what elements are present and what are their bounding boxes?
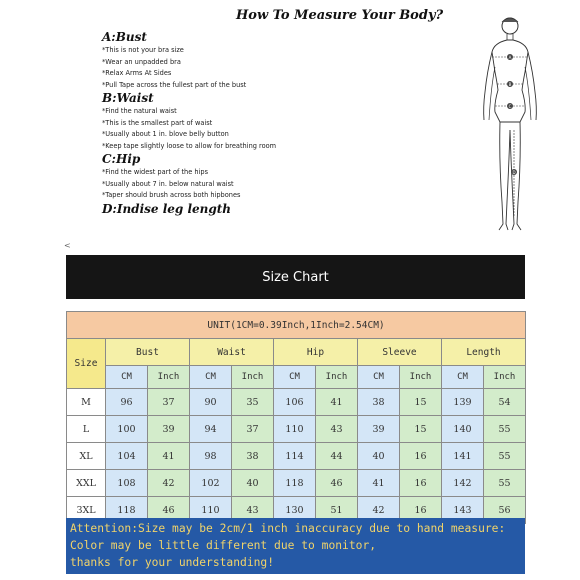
inch-value-cell: 15 — [400, 416, 442, 443]
group-header-hip: Hip — [274, 339, 358, 366]
unit-header-inch: Inch — [148, 366, 190, 389]
marker-waist — [507, 81, 513, 87]
inch-value-cell: 55 — [484, 443, 526, 470]
group-header-waist: Waist — [190, 339, 274, 366]
section-title: B:Waist — [102, 91, 154, 105]
marker-leg — [511, 169, 517, 175]
table-row — [67, 416, 526, 443]
small-arrow-mark: < — [64, 241, 71, 250]
body-figure-illustration — [470, 12, 550, 237]
size-label-cell: 3XL — [67, 497, 106, 524]
inch-value-cell: 41 — [148, 443, 190, 470]
inch-value-cell: 15 — [400, 389, 442, 416]
inch-value-cell: 35 — [232, 389, 274, 416]
inch-value-cell: 46 — [316, 470, 358, 497]
instruction-bullet: *This is the smallest part of waist — [102, 118, 213, 127]
measure-instructions — [102, 30, 402, 217]
inch-value-cell: 42 — [148, 470, 190, 497]
size-label-cell: XXL — [67, 470, 106, 497]
page-heading: How To Measure Your Body? — [236, 8, 444, 23]
table-row — [67, 470, 526, 497]
unit-header-cm: CM — [190, 366, 232, 389]
group-header-length: Length — [442, 339, 526, 366]
size-label-cell: XL — [67, 443, 106, 470]
svg-text:D: D — [512, 170, 516, 175]
cm-value-cell: 38 — [358, 389, 400, 416]
banner-title: Size Chart — [262, 269, 329, 285]
inch-value-cell: 38 — [232, 443, 274, 470]
instruction-bullet: *Find the natural waist — [102, 107, 177, 115]
inch-value-cell: 44 — [316, 443, 358, 470]
unit-header-cm: CM — [442, 366, 484, 389]
marker-hip — [507, 103, 513, 109]
cm-value-cell: 139 — [442, 389, 484, 416]
unit-header-inch: Inch — [232, 366, 274, 389]
instruction-bullet: *Keep tape slightly loose to allow for breathing room — [102, 141, 277, 150]
cm-value-cell: 130 — [274, 497, 316, 524]
unit-header-inch: Inch — [316, 366, 358, 389]
inch-value-cell: 37 — [148, 389, 190, 416]
unit-header-cm: CM — [106, 366, 148, 389]
instruction-bullet: *Taper should brush across both hipbones — [102, 191, 241, 199]
inch-value-cell: 37 — [232, 416, 274, 443]
group-header-sleeve: Sleeve — [358, 339, 442, 366]
cm-value-cell: 100 — [106, 416, 148, 443]
cm-value-cell: 118 — [274, 470, 316, 497]
section-title: C:Hip — [102, 152, 141, 166]
inch-value-cell: 40 — [232, 470, 274, 497]
cm-value-cell: 94 — [190, 416, 232, 443]
cm-value-cell: 42 — [358, 497, 400, 524]
table-row — [67, 389, 526, 416]
cm-value-cell: 141 — [442, 443, 484, 470]
note-line: Attention:Size may be 2cm/1 inch inaccuracy due to hand measure: — [70, 522, 506, 535]
inch-value-cell: 46 — [148, 497, 190, 524]
cm-value-cell: 104 — [106, 443, 148, 470]
cm-value-cell: 143 — [442, 497, 484, 524]
inch-value-cell: 16 — [400, 497, 442, 524]
size-column-header: Size — [67, 339, 106, 389]
inch-value-cell: 55 — [484, 416, 526, 443]
section-title: A:Bust — [102, 30, 147, 44]
cm-value-cell: 41 — [358, 470, 400, 497]
unit-header-cm: CM — [274, 366, 316, 389]
cm-value-cell: 118 — [106, 497, 148, 524]
instruction-bullet: *Relax Arms At Sides — [102, 69, 172, 77]
instruction-bullet: *This is not your bra size — [102, 46, 184, 54]
marker-bust — [507, 54, 513, 60]
cm-value-cell: 114 — [274, 443, 316, 470]
inch-value-cell: 54 — [484, 389, 526, 416]
inch-value-cell: 43 — [316, 416, 358, 443]
inch-value-cell: 41 — [316, 389, 358, 416]
cm-value-cell: 142 — [442, 470, 484, 497]
inch-value-cell: 43 — [232, 497, 274, 524]
inch-value-cell: 55 — [484, 470, 526, 497]
size-chart-banner — [66, 255, 525, 299]
cm-value-cell: 106 — [274, 389, 316, 416]
instruction-bullet: *Usually about 7 in. below natural waist — [102, 179, 234, 188]
cm-value-cell: 96 — [106, 389, 148, 416]
attention-note — [66, 518, 525, 574]
note-line: thanks for your understanding! — [70, 556, 275, 569]
unit-row — [67, 312, 526, 339]
inch-value-cell: 16 — [400, 443, 442, 470]
instruction-bullet: *Find the widest part of the hips — [102, 168, 209, 176]
size-label-cell: M — [67, 389, 106, 416]
svg-text:B: B — [508, 82, 512, 87]
inch-value-cell: 51 — [316, 497, 358, 524]
inch-value-cell: 56 — [484, 497, 526, 524]
cm-value-cell: 110 — [190, 497, 232, 524]
cm-value-cell: 102 — [190, 470, 232, 497]
unit-note: UNIT(1CM=0.39Inch,1Inch=2.54CM) — [67, 312, 526, 339]
unit-header-row — [67, 366, 526, 389]
cm-value-cell: 90 — [190, 389, 232, 416]
cm-value-cell: 39 — [358, 416, 400, 443]
size-label-cell: L — [67, 416, 106, 443]
cm-value-cell: 108 — [106, 470, 148, 497]
group-header-bust: Bust — [106, 339, 190, 366]
cm-value-cell: 110 — [274, 416, 316, 443]
unit-header-cm: CM — [358, 366, 400, 389]
cm-value-cell: 98 — [190, 443, 232, 470]
section-title: D:Indise leg length — [102, 201, 232, 216]
inch-value-cell: 16 — [400, 470, 442, 497]
size-chart-table — [66, 311, 526, 524]
instruction-bullet: *Usually about 1 in. blove belly button — [102, 130, 229, 138]
group-header-row — [67, 339, 526, 366]
unit-header-inch: Inch — [484, 366, 526, 389]
cm-value-cell: 40 — [358, 443, 400, 470]
inch-value-cell: 39 — [148, 416, 190, 443]
cm-value-cell: 140 — [442, 416, 484, 443]
unit-header-inch: Inch — [400, 366, 442, 389]
svg-text:C: C — [508, 104, 512, 109]
table-row — [67, 443, 526, 470]
instruction-bullet: *Pull Tape across the fullest part of the bust — [102, 80, 247, 89]
svg-text:A: A — [508, 55, 512, 60]
note-line: Color may be little different due to monitor, — [70, 539, 377, 552]
instruction-bullet: *Wear an unpadded bra — [102, 57, 181, 66]
